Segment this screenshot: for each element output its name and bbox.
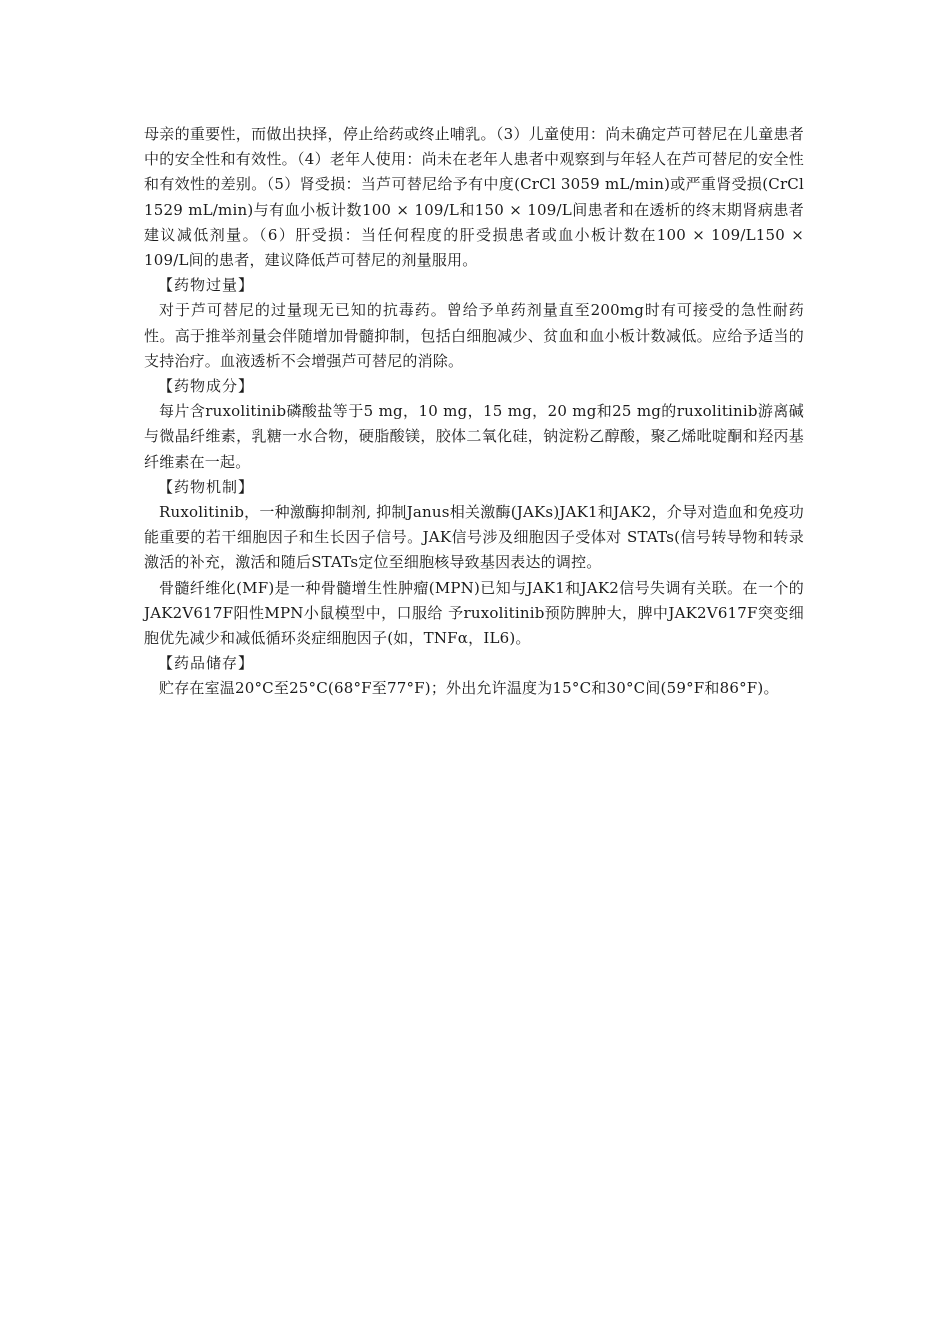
storage-paragraph: 贮存在室温20°C至25°C(68°F至77°F)；外出允许温度为15°C和30°C间(59°F和86°F)。	[159, 679, 779, 698]
composition-paragraph: 每片含ruxolitinib磷酸盐等于5 mg，10 mg，15 mg，20 mg和25 mg的ruxolitinib游离碱与微晶纤维素，乳糖一水合物，硬脂酸镁，胶体二氧化硅，钠淀粉乙醇酸，聚乙烯吡啶酮和羟丙基纤维素在一起。	[144, 402, 804, 471]
usage-paragraph: 母亲的重要性，而做出抉择，停止给药或终止哺乳。（3）儿童使用：尚未确定芦可替尼在儿童患者中的安全性和有效性。（4）老年人使用：尚未在老年人患者中观察到与年轻人在芦可替尼的安全性和有效性的差别。（5）肾受损：当芦可替尼给予有中度(CrCl 3059 mL/min)或严重肾受损(CrCl 1529 mL/min)与有血小板计数100 × 109/L和150 × 109/L间患者和在透析的终末期肾病患者建议减低剂量。（6）肝受损：当任何程度的肝受损患者或血小板计数在100 × 109/L150 × 109/L间的患者，建议降低芦可替尼的剂量服用。	[144, 125, 804, 270]
mechanism-heading: 【药物机制】	[158, 477, 255, 496]
storage-heading: 【药品储存】	[158, 654, 255, 673]
mechanism-paragraph-2: 骨髓纤维化(MF)是一种骨髓增生性肿瘤(MPN)已知与JAK1和JAK2信号失调有关联。在一个的JAK2V617F阳性MPN小鼠模型中，口服给 予ruxolitinib预防脾肿大，脾中JAK2V617F突变细胞优先减少和减低循环炎症细胞因子(如，TNFα，IL6)。	[144, 578, 804, 648]
mechanism-paragraph-1: Ruxolitinib，一种激酶抑制剂, 抑制Janus相关激酶(JAKs)JAK1和JAK2，介导对造血和免疫功能重要的若干细胞因子和生长因子信号。JAK信号涉及细胞因子受体对 STATs(信号转导物和转录激活的补充，激活和随后STATs定位至细胞核导致基因表达的调控。	[144, 503, 804, 572]
document-body	[144, 122, 804, 702]
overdose-paragraph: 对于芦可替尼的过量现无已知的抗毒药。曾给予单药剂量直至200mg时有可接受的急性耐药性。高于推举剂量会伴随增加骨髓抑制，包括白细胞减少、贫血和血小板计数减低。应给予适当的支持治疗。血液透析不会增强芦可替尼的消除。	[144, 301, 804, 370]
overdose-heading: 【药物过量】	[158, 276, 255, 295]
composition-heading: 【药物成分】	[158, 377, 255, 396]
